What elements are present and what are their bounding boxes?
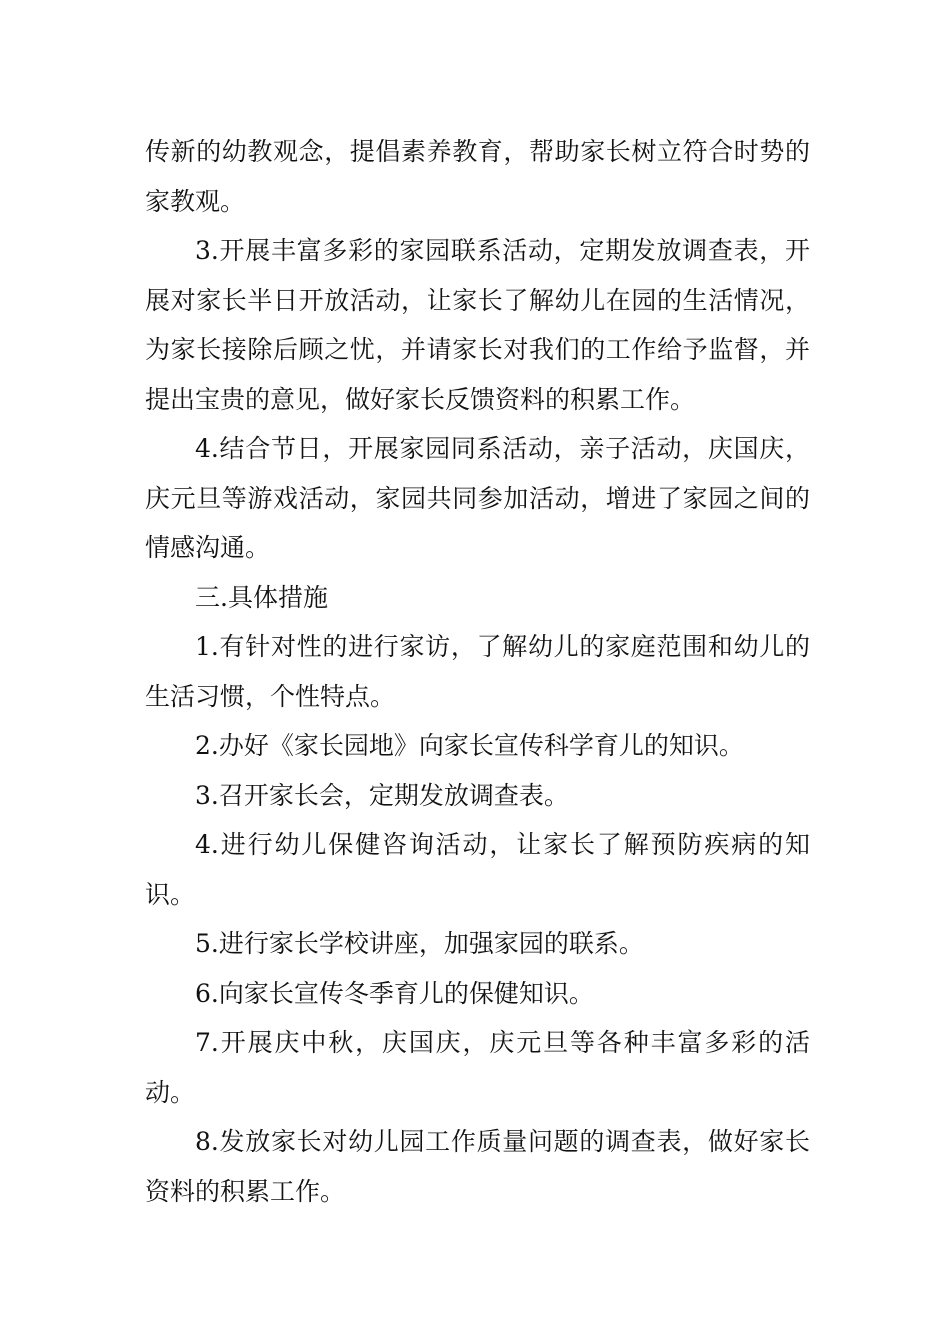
paragraph-item-3: 3.开展丰富多彩的家园联系活动，定期发放调查表，开展对家长半日开放活动，让家长了解幼儿在园的生活情况，为家长接除后顾之忧，并请家长对我们的工作给予监督，并提出宝贵的意见，做好家长反馈资料的积累工作。 — [145, 236, 810, 414]
measure-item-2: 2.办好《家长园地》向家长宣传科学育儿的知识。 — [195, 731, 744, 760]
measure-item-6: 6.向家长宣传冬季育儿的保健知识。 — [195, 978, 594, 1008]
measure-item-4: 4.进行幼儿保健咨询活动，让家长了解预防疾病的知识。 — [145, 830, 810, 909]
paragraph-continuation: 传新的幼教观念，提倡素养教育，帮助家长树立符合时势的家教观。 — [145, 137, 810, 216]
measure-item-5: 5.进行家长学校讲座，加强家园的联系。 — [195, 929, 644, 958]
section-heading-measures: 三.具体措施 — [195, 582, 328, 612]
measure-item-7: 7.开展庆中秋，庆国庆，庆元旦等各种丰富多彩的活动。 — [145, 1028, 810, 1107]
measure-item-1: 1.有针对性的进行家访，了解幼儿的家庭范围和幼儿的生活习惯，个性特点。 — [145, 632, 810, 711]
paragraph-item-4: 4.结合节日，开展家园同系活动，亲子活动，庆国庆，庆元旦等游戏活动，家园共同参加活动，增进了家园之间的情感沟通。 — [145, 434, 810, 562]
measure-item-3: 3.召开家长会，定期发放调查表。 — [195, 780, 569, 810]
document-page — [145, 127, 810, 1216]
measure-item-8: 8.发放家长对幼儿园工作质量问题的调查表，做好家长资料的积累工作。 — [145, 1127, 810, 1206]
